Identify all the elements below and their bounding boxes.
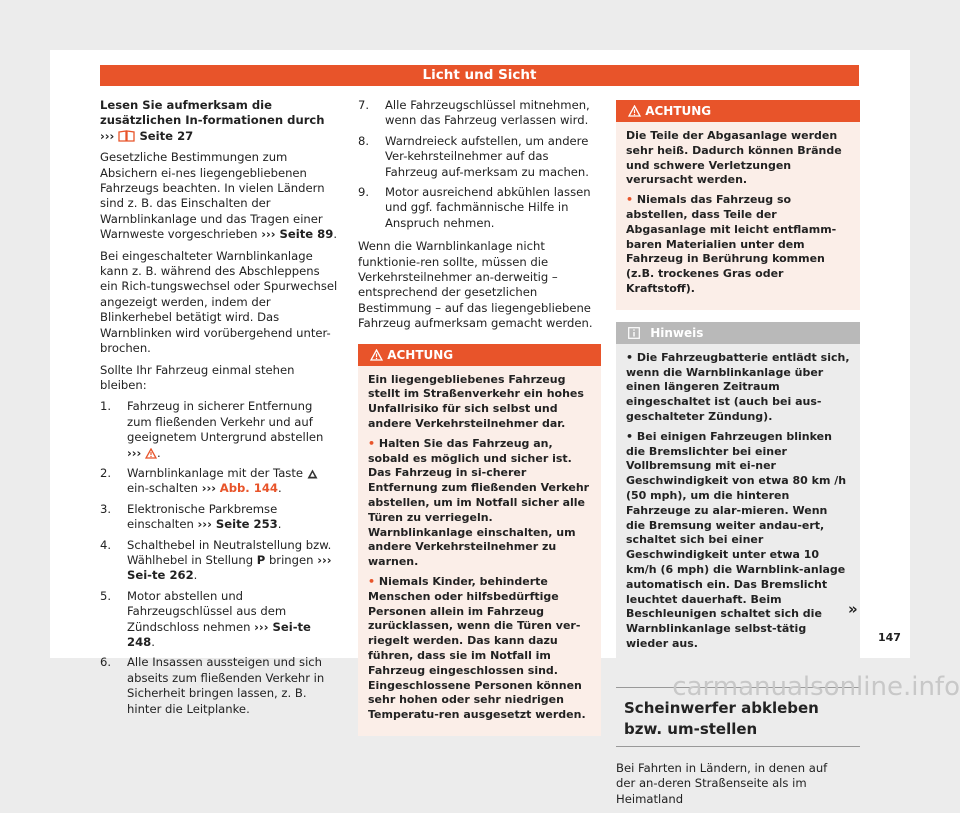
steps-list	[100, 399, 338, 717]
steps-list	[358, 98, 601, 231]
paragraph: Wenn die Warnblinkanlage nicht funktionie-ren sollte, müssen die Verkehrsteilnehmer an-derweitig – entsprechend der gesetzlichen Bestimmung – auf das liegengebliebene Fahrzeug aufmerksam gemacht werden.	[358, 239, 593, 331]
warning-box	[616, 100, 860, 310]
paragraph-text: Gesetzliche Bestimmungen zum Absichern ei-nes liegengebliebenen Fahrzeugs beachten. In vielen Ländern sind z. B. das Einschalten der Warnblinkanlage und das Tragen einer Warnweste vorgeschrieben	[100, 150, 325, 242]
step-text: bringen	[268, 552, 314, 567]
page-ref-link[interactable]: ››› Sei-te 262	[127, 552, 332, 583]
note-bullet-text: Bei einigen Fahrzeugen blinken die Bremslichter bei einer Vollbremsung mit ei-ner Geschwindigkeit von etwa 80 km /h (50 mph), um die hinteren Fahrzeuge zu alar-mieren. Wenn die Bremsung weiter andau-ert, schaltet sich bei einer Geschwindigkeit unter etwa 10 km/h (6 mph) die Warnblink-anlage automatisch ein. Das Bremslicht leuchtet dauerhaft. Beim Beschleunigen schaltet sich die Warnblinkanlage selbst-tätig wieder aus.	[626, 429, 847, 650]
warning-body	[616, 122, 860, 310]
paragraph: Bei eingeschalteter Warnblinkanlage kann z. B. während des Abschleppens ein Rich-tungswechsel oder Spurwechsel angezeigt werden, indem der Blinkerhebel betätigt wird. Das Warnblinken wird vorübergehend unter-brochen.	[100, 248, 338, 356]
step-text: Schalthebel in Neutralstellung bzw. Wählhebel in Stellung	[127, 537, 332, 567]
warning-lead: Ein liegengebliebenes Fahrzeug stellt im Straßenverkehr ein hohes Unfallrisiko für sich selbst und andere Verkehrsteilnehmer dar.	[368, 372, 584, 431]
ref-arrow: ›››	[201, 481, 217, 496]
warning-bullet-text: Halten Sie das Fahrzeug an, sobald es möglich und sicher ist. Das Fahrzeug in si-cherer Entfernung zum fließenden Verkehr abstellen, um im Notfall sicher alle Türen zu verriegeln. Warnblinkanlage einschalten, um andere Verkehrsteilnehmer zu warnen.	[368, 436, 590, 569]
step-text: Motor abstellen und Fahrzeugschlüssel aus dem Zündschloss nehmen	[127, 588, 287, 634]
page-number: 147	[878, 631, 901, 644]
hazard-button-icon	[307, 466, 318, 480]
info-icon	[628, 326, 640, 340]
step-number: 2.	[100, 465, 112, 480]
list-item: 2. Warnblinkanlage mit der Taste ein-schalten ››› Abb. 144.	[100, 466, 338, 497]
list-item: 4. Schalthebel in Neutralstellung bzw. Wählhebel in Stellung P bringen ››› Sei-te 262.	[100, 537, 332, 583]
page-ref-link[interactable]: ››› Seite 253	[197, 517, 278, 532]
warning-bullet: • Niemals Kinder, behinderte Menschen oder hilfsbedürftige Personen allein im Fahrzeug zurücklassen, wenn die Türen ver-riegelt werden. Das kann dazu führen, dass sie im Notfall im Fahrzeug eingeschlossen sind. Eingeschlossene Personen können sehr hohen oder sehr niedrigen Temperatu-ren ausgesetzt werden.	[368, 575, 586, 722]
list-item	[358, 134, 601, 180]
gear-position: P	[256, 552, 266, 567]
warning-lead: Die Teile der Abgasanlage werden sehr heiß. Dadurch können Brände und schwere Verletzungen verursacht werden.	[626, 129, 842, 187]
page-ref-link[interactable]: ››› Sei-te 248	[127, 619, 311, 649]
page-ref-link[interactable]: ›››	[127, 445, 142, 460]
warning-title: ACHTUNG	[645, 104, 712, 118]
warning-bullet: • Niemals das Fahrzeug so abstellen, dass Teile der Abgasanlage mit leicht entflamm-baren Materialien unter dem Fahrzeug in Berührung kommen (z.B. trockenes Gras oder Kraftstoff).	[626, 193, 837, 295]
step-number: 7.	[358, 98, 370, 112]
step-text: ein-schalten	[127, 481, 199, 496]
step-text: Alle Fahrzeugschlüssel mitnehmen, wenn das Fahrzeug verlassen wird.	[385, 98, 590, 128]
warning-header	[616, 100, 860, 122]
paragraph: Bei Fahrten in Ländern, in denen auf der an-deren Straßenseite als im Heimatland	[616, 760, 828, 806]
list-item: 1. Fahrzeug in sicherer Entfernung zum fließenden Verkehr und auf geeignetem Untergrund abstellen ››› .	[100, 399, 324, 460]
figure-ref-link[interactable]: Abb. 144	[219, 481, 278, 496]
step-number: 4.	[100, 537, 112, 552]
note-bullet-text: Die Fahrzeugbatterie entlädt sich, wenn die Warnblinkanlage über einen längeren Zeitraum eingeschaltet ist (auch bei aus-geschalteter Zündung).	[626, 350, 850, 423]
step-text: Fahrzeug in sicherer Entfernung zum fließenden Verkehr und auf geeignetem Untergrund abstellen	[127, 399, 324, 445]
list-item	[358, 185, 601, 231]
note-bullet: • Die Fahrzeugbatterie entlädt sich, wenn die Warnblinkanlage über einen längeren Zeitraum eingeschaltet ist (auch bei aus-geschalteter Zündung).	[626, 350, 850, 423]
list-item	[358, 98, 601, 129]
list-item: 5. Motor abstellen und Fahrzeugschlüssel aus dem Zündschloss nehmen ››› Sei-te 248.	[100, 588, 311, 649]
warning-bullet-text: Niemals Kinder, behinderte Menschen oder hilfsbedürftige Personen allein im Fahrzeug zurücklassen, wenn die Türen ver-riegelt werden. Das kann dazu führen, dass sie im Notfall im Fahrzeug eingeschlossen sind. Eingeschlossene Personen können sehr hohen oder sehr niedrigen Temperatu-ren ausgesetzt werden.	[368, 575, 586, 722]
column-middle	[358, 98, 601, 736]
step-number: 1.	[100, 399, 112, 414]
list-item: 3. Elektronische Parkbremse einschalten ››› Seite 253.	[100, 501, 282, 532]
warning-triangle-icon	[145, 446, 157, 460]
step-number: 6.	[100, 655, 112, 670]
section-title: Scheinwerfer abkleben bzw. um-stellen	[616, 687, 860, 747]
note-bullet: • Bei einigen Fahrzeugen blinken die Bremslichter bei einer Vollbremsung mit ei-ner Geschwindigkeit von etwa 80 km /h (50 mph), um die hinteren Fahrzeuge zu alar-mieren. Wenn die Bremsung weiter andau-ert, schaltet sich bei einer Geschwindigkeit unter etwa 10 km/h (6 mph) die Warnblink-anlage automatisch ein. Das Bremslicht leuchtet dauerhaft. Beim Beschleunigen schaltet sich die Warnblinkanlage selbst-tätig wieder aus.	[626, 429, 847, 650]
note-header	[616, 322, 860, 344]
intro-paragraph	[100, 98, 338, 144]
continue-icon: »	[848, 600, 858, 618]
step-text: Elektronische Parkbremse einschalten	[127, 501, 278, 532]
intro-ref-link[interactable]: Seite 27	[139, 128, 194, 143]
warning-title: ACHTUNG	[387, 347, 454, 362]
paragraph: Gesetzliche Bestimmungen zum Absichern ei-nes liegengebliebenen Fahrzeugs beachten. In vielen Ländern sind z. B. das Einschalten der Warnblinkanlage und das Tragen einer Warnweste vorgeschrieben ››› Seite 89.	[100, 150, 338, 242]
step-text: Alle Insassen aussteigen und sich abseits zum fließenden Verkehr in Sicherheit bringen lassen, z. B. hinter die Leitplanke.	[127, 655, 325, 716]
intro-ref-arrow: ›››	[100, 128, 115, 143]
warning-triangle-icon	[628, 104, 641, 118]
step-number: 5.	[100, 588, 112, 603]
column-right	[616, 98, 860, 813]
step-number: 9.	[358, 185, 370, 200]
warning-bullet-text: Niemals das Fahrzeug so abstellen, dass Teile der Abgasanlage mit leicht entflamm-baren Materialien unter dem Fahrzeug in Berührung kommen (z.B. trockenes Gras oder Kraftstoff).	[626, 193, 837, 295]
book-icon	[118, 129, 135, 143]
intro-text: Lesen Sie aufmerksam die zusätzlichen In-formationen durch	[100, 98, 325, 128]
column-left	[100, 98, 338, 722]
warning-header	[358, 344, 601, 366]
step-text: Warnblinkanlage mit der Taste	[127, 465, 304, 480]
step-number: 8.	[358, 133, 370, 148]
step-text: Motor ausreichend abkühlen lassen und ggf. fachmännische Hilfe in Anspruch nehmen.	[385, 185, 591, 230]
note-body	[616, 344, 860, 665]
note-box	[616, 322, 860, 665]
warning-bullet: • Halten Sie das Fahrzeug an, sobald es möglich und sicher ist. Das Fahrzeug in si-cherer Entfernung zum fließenden Verkehr abstellen, um im Notfall sicher alle Türen zu verriegeln. Warnblinkanlage einschalten, um andere Verkehrsteilnehmer zu warnen.	[368, 436, 590, 569]
watermark: carmanualsonline.info	[672, 672, 960, 702]
page-header: Licht und Sicht	[100, 65, 859, 86]
paragraph: Sollte Ihr Fahrzeug einmal stehen bleiben:	[100, 362, 295, 392]
step-number: 3.	[100, 501, 112, 516]
step-text: Warndreieck aufstellen, um andere Ver-kehrsteilnehmer auf das Fahrzeug auf-merksam zu machen.	[385, 133, 589, 179]
page-ref-link[interactable]: ››› Seite 89	[261, 227, 334, 242]
warning-triangle-icon	[370, 348, 383, 362]
note-title: Hinweis	[650, 325, 704, 340]
